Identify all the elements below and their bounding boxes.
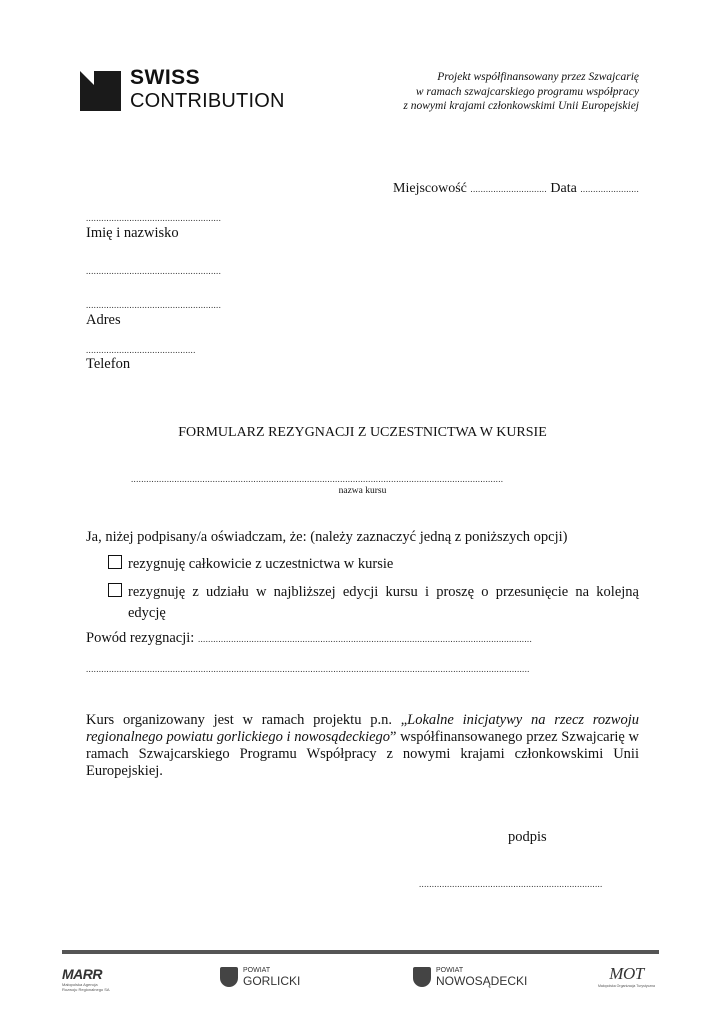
option-full-resignation (108, 555, 393, 573)
marr-logo-text: MARR (62, 966, 102, 982)
project-line-1: Projekt współfinansowany przez Szwajcarię (437, 71, 639, 83)
address-field-2[interactable]: ..................................................... (86, 300, 222, 310)
place-field[interactable]: .............................. (470, 184, 547, 194)
project-name: Lokalne inicjatywy na rzecz rozwoju regionalnego powiatu gorlickiego i nowosądeckiego (86, 712, 639, 745)
gorlicki-small: POWIAT (243, 967, 271, 974)
reason-field[interactable]: ................................................................................................................................... (197, 634, 533, 644)
reason-label: Powód rezygnacji: (86, 630, 195, 646)
option-full-resignation-label: rezygnuję całkowicie z uczestnictwa w kursie (128, 556, 394, 572)
reason-field-2[interactable]: .............................................................................................................................................................................. (86, 664, 530, 674)
marr-logo (62, 966, 112, 992)
checkbox-full-resignation[interactable] (108, 555, 122, 569)
mot-logo-text: MOT (609, 964, 644, 983)
gorlicki-big: GORLICKI (243, 974, 301, 988)
nowosadecki-crest-icon (413, 967, 431, 987)
mot-logo-subtitle: Małopolska Organizacja Turystyczna (598, 984, 655, 988)
project-paragraph (86, 712, 639, 780)
date-field[interactable]: ....................... (580, 184, 639, 194)
paragraph-pre: Kurs organizowany jest w ramach projektu p.n. „ (86, 712, 408, 728)
project-note (403, 70, 639, 114)
gorlicki-crest-icon (220, 967, 238, 987)
project-line-3: z nowymi krajami członkowskimi Unii Europejskiej (403, 100, 639, 112)
signature-label: podpis (508, 829, 547, 845)
reason-line (86, 630, 532, 647)
name-field[interactable]: ..................................................... (86, 213, 222, 223)
phone-field[interactable]: ........................................... (86, 345, 196, 355)
nowosadecki-small: POWIAT (436, 967, 464, 974)
phone-label: Telefon (86, 356, 131, 372)
powiat-gorlicki-logo (220, 967, 300, 987)
place-label: Miejscowość (393, 181, 467, 196)
address-field-1[interactable]: ..................................................... (86, 266, 222, 276)
course-name-field[interactable]: .................................................................................................................................................. (131, 474, 504, 484)
option-postpone (108, 580, 639, 605)
option-postpone-continued: edycję (128, 605, 166, 621)
name-label: Imię i nazwisko (86, 225, 179, 241)
powiat-nowosadecki-logo (413, 967, 527, 987)
address-label: Adres (86, 312, 121, 328)
course-name-label: nazwa kursu (338, 486, 387, 496)
option-postpone-label: rezygnuję z udziału w najbliższej edycji kursu i proszę o przesunięcie na kolejną (128, 584, 639, 600)
place-date-line (393, 181, 639, 197)
swiss-contribution-logo-mark (80, 71, 121, 111)
marr-logo-subtitle: Małopolska Agencja Rozwoju Regionalnego SA (62, 982, 110, 992)
statement: Ja, niżej podpisany/a oświadczam, że: (należy zaznaczyć jedną z poniższych opcji) (86, 529, 568, 545)
logo-text-contribution: CONTRIBUTION (130, 90, 285, 112)
checkbox-postpone[interactable] (108, 583, 122, 597)
footer-divider (62, 950, 659, 954)
project-line-2: w ramach szwajcarskiego programu współpracy (415, 85, 639, 98)
signature-field[interactable]: ........................................................................ (419, 879, 603, 889)
mot-logo (598, 964, 655, 988)
date-label: Data (550, 181, 577, 196)
nowosadecki-big: NOWOSĄDECKI (436, 974, 528, 988)
paragraph-post: ” współfinansowanego przez Szwajcarię w ramach Szwajcarskiego Programu Współpracy z nowymi krajami członkowskimi Unii Europejskiej. (86, 729, 639, 779)
logo-text-swiss: SWISS (130, 66, 201, 89)
form-title: FORMULARZ REZYGNACJI Z UCZESTNICTWA W KURSIE (178, 425, 547, 440)
